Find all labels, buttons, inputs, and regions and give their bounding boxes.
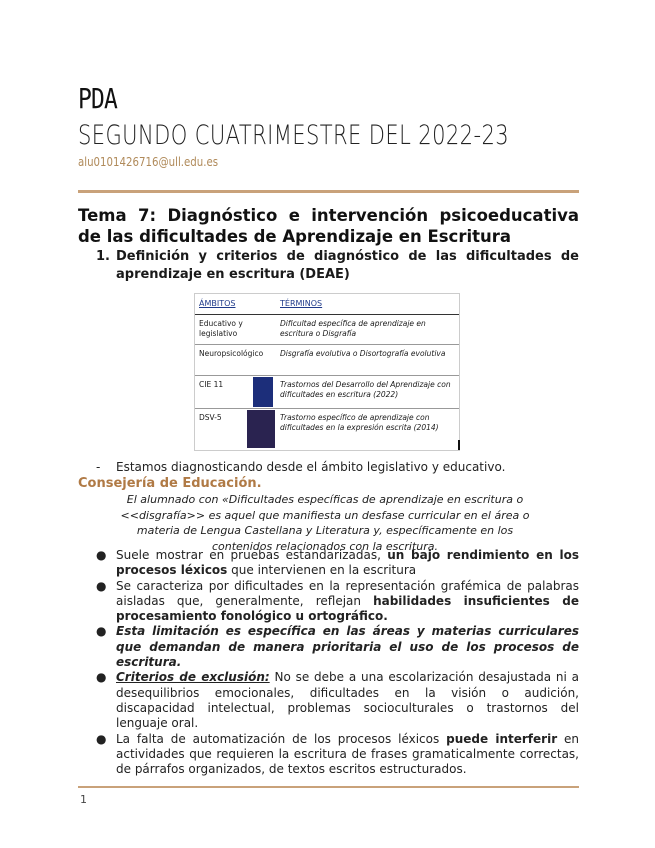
- table-row: [195, 315, 459, 345]
- table-header-ambitos: ÁMBITOS: [199, 299, 236, 308]
- list-item: [96, 624, 579, 670]
- bullet-bold-text: puede interferir: [446, 731, 558, 746]
- table-cell-ambito: Educativo y legislativo: [199, 319, 243, 338]
- dash-text: Estamos diagnosticando desde el ámbito legislativo y educativo.: [116, 460, 506, 474]
- table-cell-ambito: Neuropsicológico: [199, 349, 264, 358]
- consejeria-quote: El alumnado con «Dificultades específicas de aprendizaje en escritura o <<disgrafía>> es aquel que manifiesta un desfase curricular en el área o materia de Lengua Castellana y Literatura y, específicamente en los contenidos relacionados con la escritura.: [120, 493, 530, 553]
- bullet-list: [96, 548, 579, 777]
- table-row: [195, 345, 459, 376]
- consejeria-heading: Consejería de Educación.: [78, 476, 262, 491]
- section-heading: [96, 248, 579, 284]
- footer-divider: [78, 786, 579, 788]
- bullet-marker: ●: [96, 548, 107, 562]
- bullet-text: que intervienen en la escritura: [227, 563, 417, 578]
- dash-marker: -: [96, 460, 101, 474]
- bullet-bold-text: habilidades insuficientes de procesamiento fonológico u ortográfico.: [116, 593, 579, 624]
- semester-title: SEGUNDO CUATRIMESTRE DEL 2022-23: [78, 120, 510, 151]
- bullet-bold-italic-text: Esta limitación es específica en las áreas y materias curriculares que demandan de manera prioritaria el uso de los procesos de escritura.: [116, 624, 579, 670]
- bullet-text: en actividades que requieren la escritura de frases gramaticalmente correctas, de párrafos organizados, de textos escritos estructurados.: [116, 731, 579, 777]
- header-divider: [78, 190, 579, 193]
- bullet-bold-text: un bajo rendimiento en los procesos léxicos: [116, 548, 579, 578]
- list-item: [96, 732, 579, 778]
- section-number: 1.: [96, 249, 110, 264]
- topic-title: Tema 7: Diagnóstico e intervención psicoeducativa de las dificultades de Aprendizaje en Escritura: [78, 206, 579, 246]
- bullet-marker: ●: [96, 670, 107, 685]
- table-edge-mark: [458, 440, 460, 450]
- page-number: 1: [80, 793, 87, 806]
- section-title: Definición y criterios de diagnóstico de las dificultades de aprendizaje en escritura (DEAE): [116, 249, 579, 282]
- terms-table: [194, 293, 460, 451]
- bullet-text: No se debe a una escolarización desajustada ni a desequilibrios emocionales, dificultades en la visión o audición, discapacidad intelectual, problemas socioculturales o trastornos del lenguaje oral.: [116, 670, 579, 731]
- exclusion-criteria-label: Criterios de exclusión:: [116, 670, 270, 685]
- course-title: PDA: [78, 82, 118, 115]
- bullet-text: La falta de automatización de los procesos léxicos: [116, 731, 447, 746]
- table-header: [195, 294, 459, 315]
- table-cell-termino: Dificultad específica de aprendizaje en escritura o Disgrafía: [280, 319, 426, 338]
- table-header-terminos: TÉRMINOS: [280, 299, 323, 308]
- author-email: alu0101426716@ull.edu.es: [78, 155, 219, 169]
- bullet-marker: ●: [96, 578, 107, 593]
- table-cell-ambito: DSV-5: [199, 413, 222, 422]
- dsm5-book-cover: [247, 410, 275, 448]
- list-item: [96, 548, 579, 579]
- table-row: [195, 376, 459, 409]
- bullet-marker: ●: [96, 731, 107, 746]
- bullet-marker: ●: [96, 624, 107, 639]
- bullet-text: Suele mostrar en pruebas estandarizadas,: [116, 548, 388, 562]
- list-item: [96, 670, 579, 731]
- table-cell-termino: Trastorno específico de aprendizaje con dificultades en la expresión escrita (2014): [280, 413, 439, 432]
- bullet-text: Se caracteriza por dificultades en la representación grafémica de palabras aisladas que, generalmente, reflejan: [116, 578, 579, 608]
- table-cell-ambito: CIE 11: [199, 380, 224, 389]
- list-item: [96, 579, 579, 625]
- table-row: [195, 409, 459, 449]
- table-cell-termino: Disgrafía evolutiva o Disortografía evolutiva: [280, 349, 446, 358]
- table-cell-termino: Trastornos del Desarrollo del Aprendizaje con dificultades en escritura (2022): [280, 380, 451, 399]
- cie11-book-cover: [253, 377, 273, 407]
